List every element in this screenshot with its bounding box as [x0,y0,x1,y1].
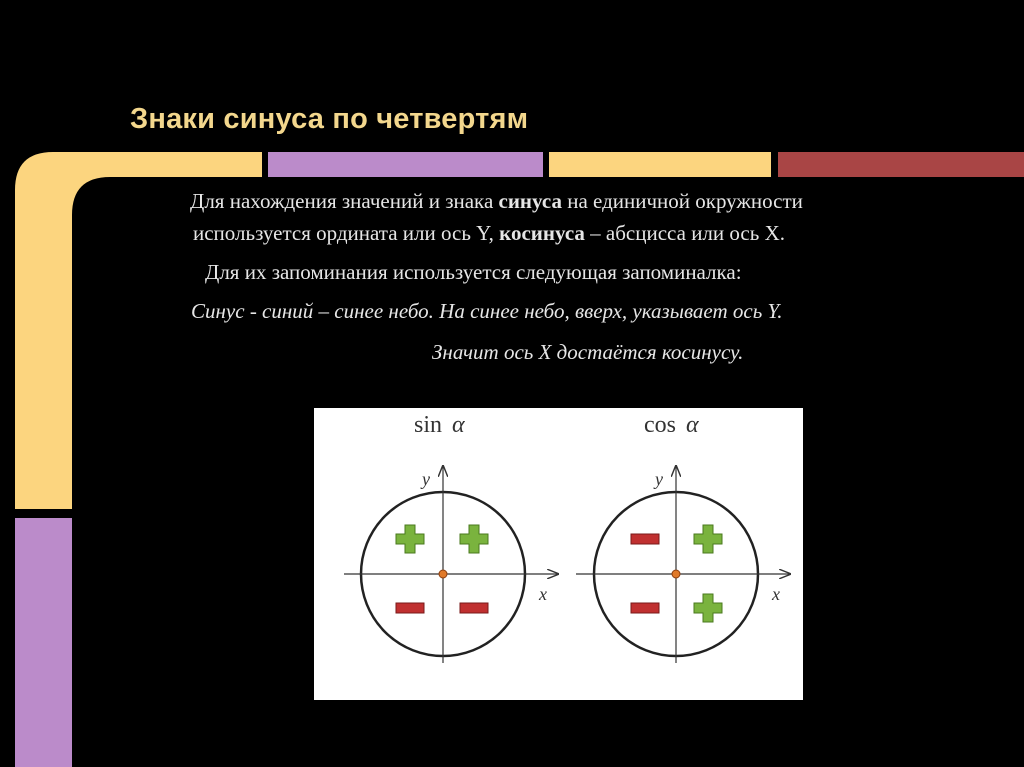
sin-title-fn: sin [414,412,443,438]
text-segment: используется ордината или ось Y, [193,221,500,245]
cos-title-fn: cos [644,412,676,438]
cos-title-var: α [686,412,699,438]
minus-sign-icon [460,603,488,613]
plus-sign-icon [694,525,722,553]
cos-diagram [576,412,790,663]
sin-diagram [344,412,558,663]
cos-q1-sign [694,525,722,553]
cos-y-label: y [655,469,663,489]
text-segment: на единичной окружности [561,189,803,213]
slide-title: Знаки синуса по четвертям [130,103,529,135]
plus-sign-icon [694,594,722,622]
paragraph-line-3: Для их запоминания используется следующая запоминалка: [205,260,742,284]
unit-circle-svg [314,408,803,700]
red-top-bar [778,152,1024,177]
yellow-top-bar [549,152,771,177]
paragraph-line-1 [190,189,803,214]
sin-q3-sign [396,603,424,613]
mnemonic-text: Значит ось X достаётся косинусу. [432,340,744,364]
minus-sign-icon [631,603,659,613]
cos-q3-sign [631,603,659,613]
emphasis-sinus: синуса [498,189,562,213]
paragraph-line-2 [193,221,785,246]
cos-x-label: x [772,584,780,604]
text-segment: Для нахождения значений и знака [190,189,499,213]
cos-q2-sign [631,534,659,544]
sin-origin-point [439,570,447,578]
minus-sign-icon [631,534,659,544]
sin-title-var: α [452,412,465,438]
plus-sign-icon [460,525,488,553]
sin-q4-sign [460,603,488,613]
purple-top-bar [268,152,543,177]
cos-origin-point [672,570,680,578]
text-segment: – абсцисса или ось X. [584,221,785,245]
mnemonic-line-1 [191,299,783,324]
emphasis-cosinus: косинуса [499,221,585,245]
mnemonic-text: Синус - синий – синее небо. На синее небо, вверх, указывает ось Y. [191,299,783,323]
sin-y-label: y [422,469,430,489]
sin-q1-sign [460,525,488,553]
purple-side-bar [15,518,72,767]
cos-q4-sign [694,594,722,622]
minus-sign-icon [396,603,424,613]
unit-circle-figure [314,408,803,700]
plus-sign-icon [396,525,424,553]
sin-q2-sign [396,525,424,553]
mnemonic-line-2 [432,340,743,365]
sin-x-label: x [539,584,547,604]
